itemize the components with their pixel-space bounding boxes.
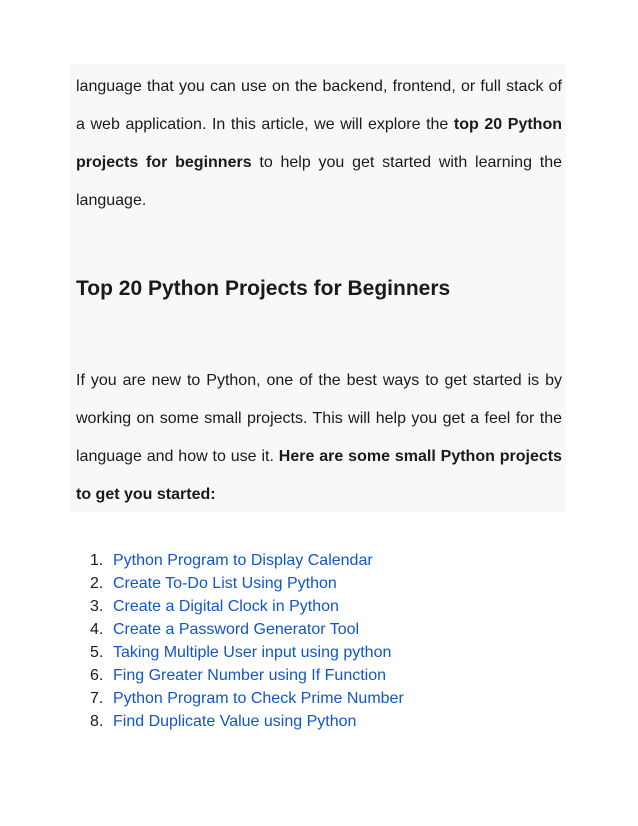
- project-link[interactable]: Python Program to Check Prime Number: [113, 690, 404, 707]
- project-link[interactable]: Taking Multiple User input using python: [113, 644, 392, 661]
- list-item: [90, 572, 404, 595]
- second-bold-text: Here are some small Python projects to get you started:: [76, 448, 562, 503]
- intro-text: language that you can use on the backend, frontend, or full stack of a web application. In this article, we will explore the: [76, 78, 562, 133]
- projects-list: [90, 549, 404, 733]
- list-number: 6.: [90, 667, 104, 684]
- project-link[interactable]: Fing Greater Number using If Function: [113, 667, 387, 684]
- intro-text-end: to help you get started with learning the language.: [76, 154, 563, 209]
- list-number: 1.: [90, 552, 104, 569]
- intro-paragraph: [76, 68, 562, 220]
- second-paragraph: [76, 362, 562, 514]
- list-item: [90, 710, 404, 733]
- list-item: [90, 664, 404, 687]
- list-number: 8.: [90, 713, 104, 730]
- project-link[interactable]: Create To-Do List Using Python: [113, 575, 337, 592]
- list-item: [90, 687, 404, 710]
- second-text: If you are new to Python, one of the best ways to get started is by working on some small projects. This will help you get a feel for the language and how to use it.: [76, 372, 562, 465]
- section-heading: Top 20 Python Projects for Beginners: [76, 277, 451, 300]
- list-number: 7.: [90, 690, 104, 707]
- intro-bold-text: top 20 Python projects for beginners: [76, 116, 563, 171]
- project-link[interactable]: Create a Digital Clock in Python: [113, 598, 339, 615]
- list-item: [90, 641, 404, 664]
- project-link[interactable]: Find Duplicate Value using Python: [113, 713, 357, 730]
- list-number: 5.: [90, 644, 104, 661]
- list-number: 3.: [90, 598, 104, 615]
- list-item: [90, 549, 404, 572]
- project-link[interactable]: Create a Password Generator Tool: [113, 621, 360, 638]
- list-number: 2.: [90, 575, 104, 592]
- list-number: 4.: [90, 621, 104, 638]
- list-item: [90, 595, 404, 618]
- list-item: [90, 618, 404, 641]
- project-link[interactable]: Python Program to Display Calendar: [113, 552, 373, 569]
